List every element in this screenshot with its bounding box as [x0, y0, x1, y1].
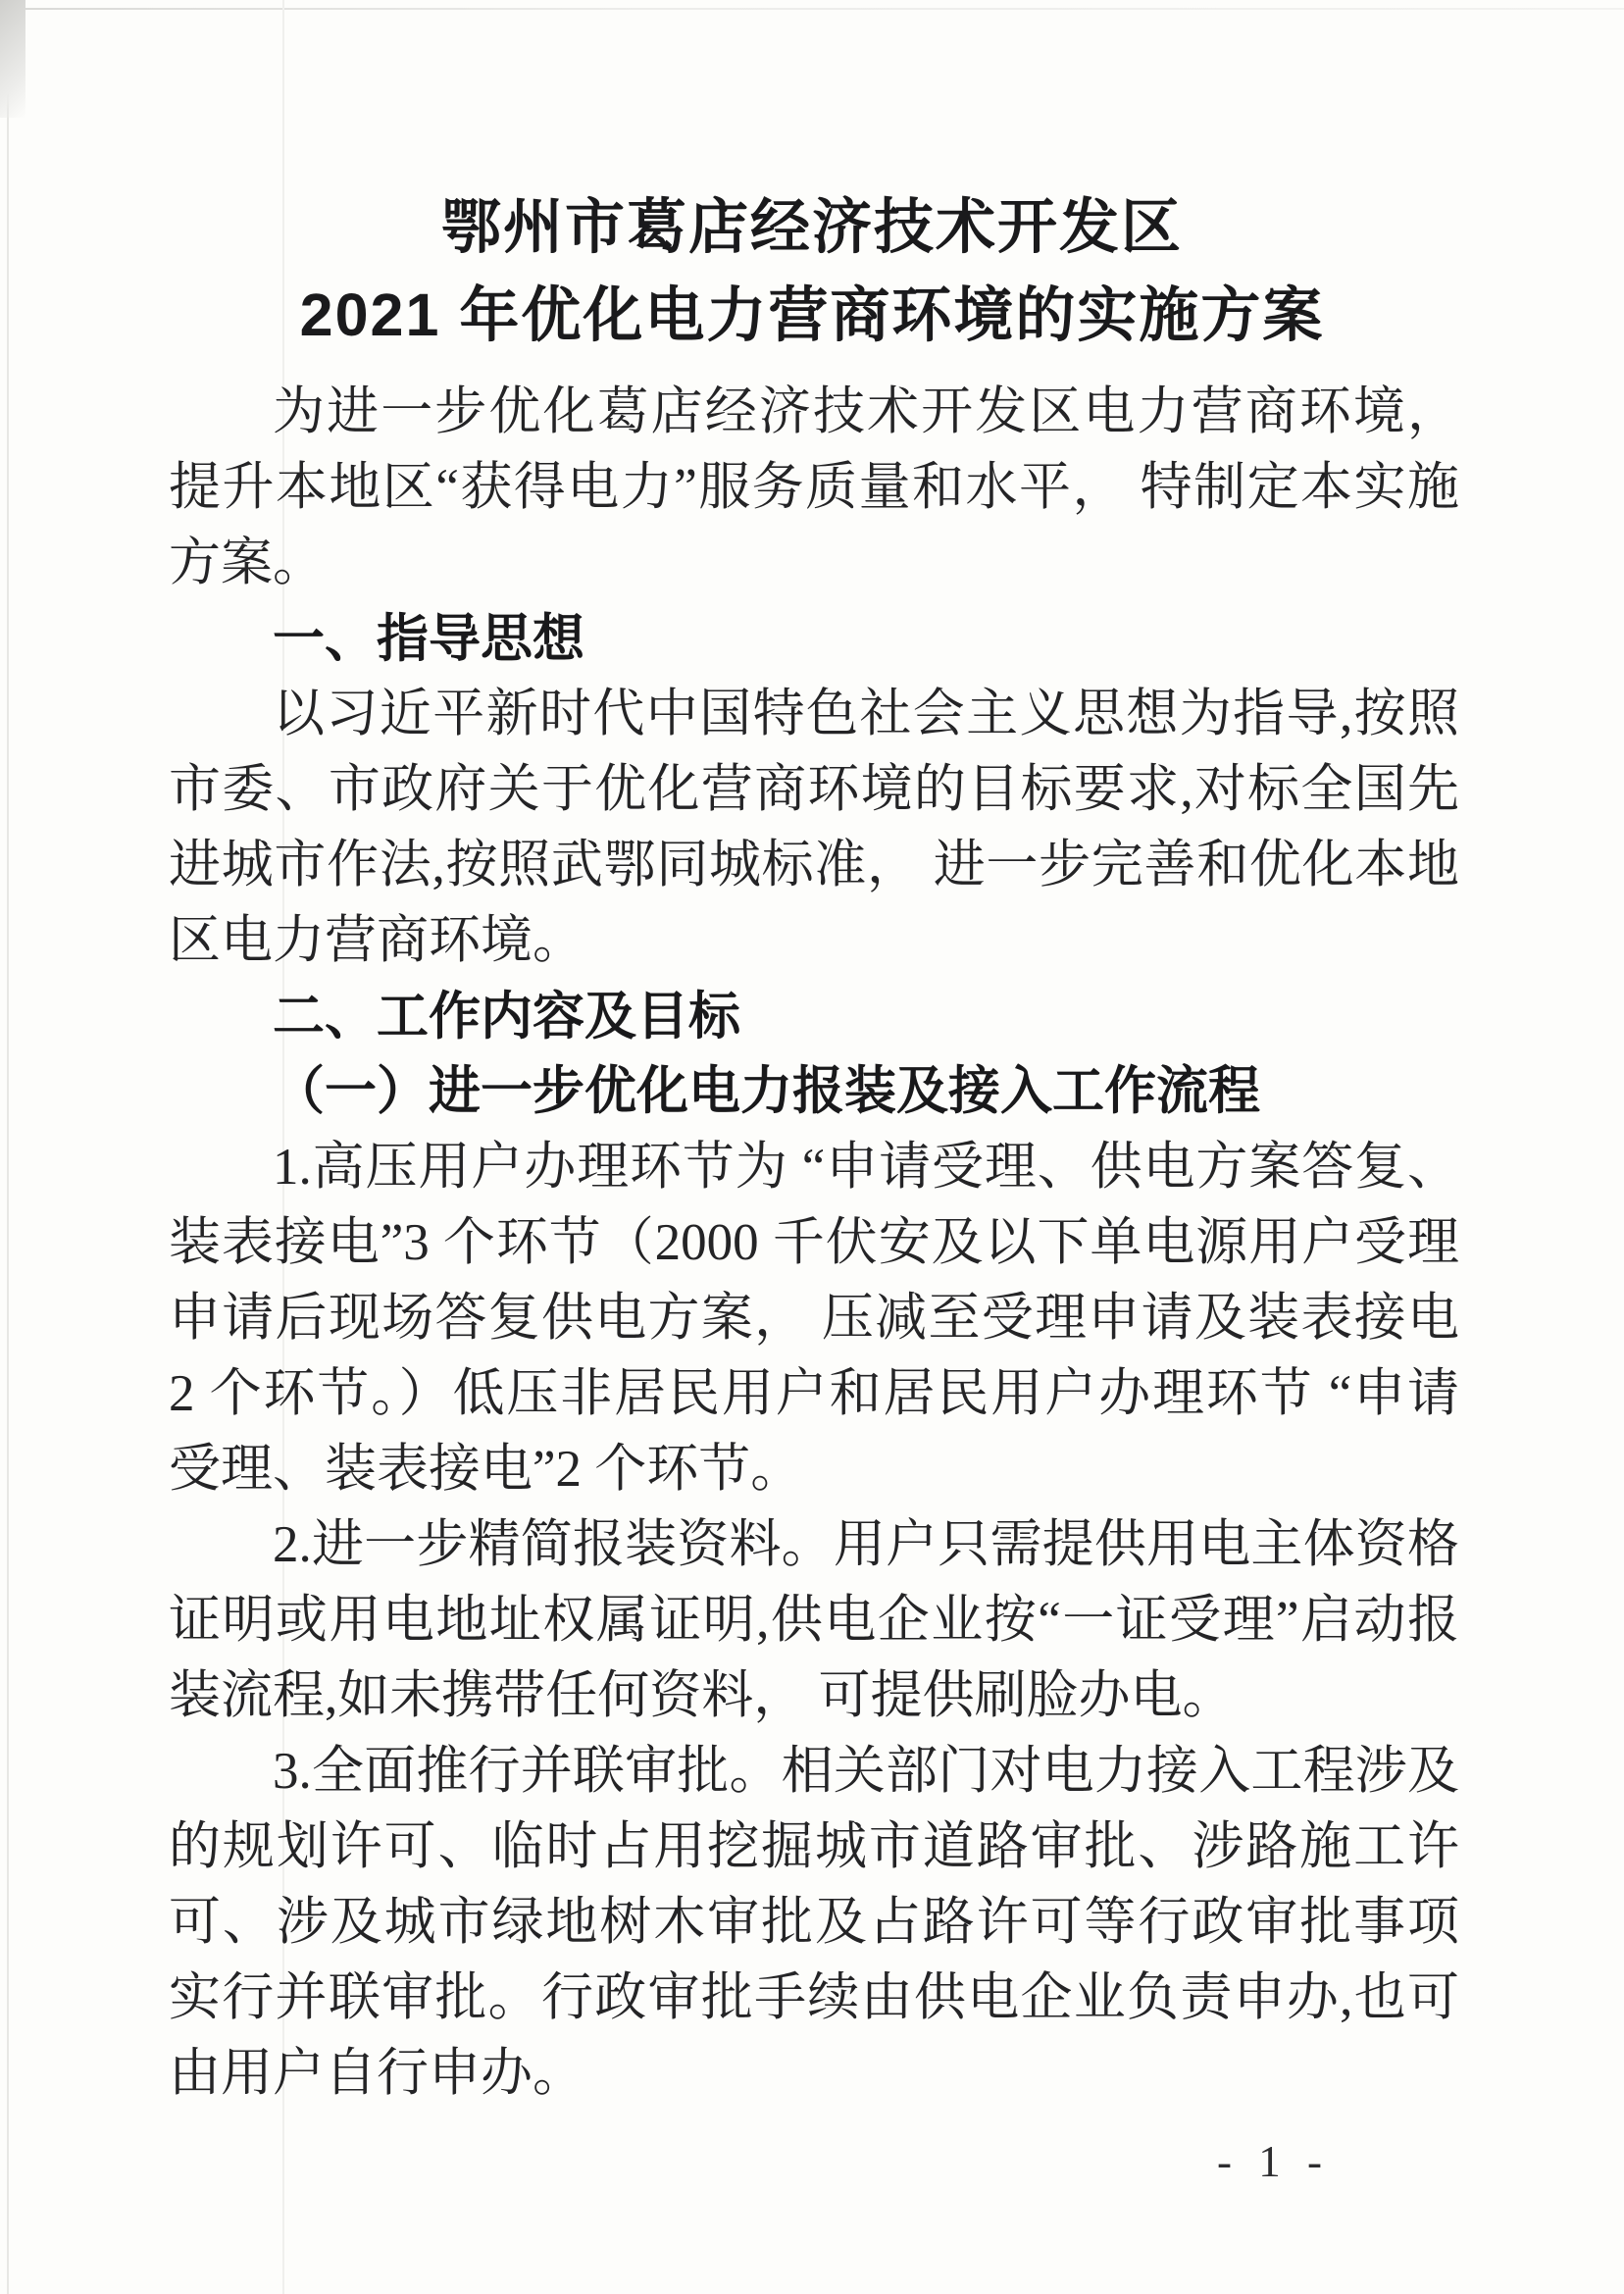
paragraph: 以习近平新时代中国特色社会主义思想为指导,按照市委、市政府关于优化营商环境的目标要求,对标全国先进城市作法,按照武鄂同城标准， 进一步完善和优化本地区电力营商环境。: [169, 686, 1459, 969]
page-number: - 1 -: [1217, 2137, 1330, 2186]
document-title-line2: 2021 年优化电力营商环境的实施方案: [299, 281, 1325, 348]
paragraph: 2.进一步精简报装资料。用户只需提供用电主体资格证明或用电地址权属证明,供电企业按“一证受理”启动报装流程,如未携带任何资料， 可提供刷脸办电。: [169, 1516, 1459, 1724]
heading: 二、工作内容及目标: [273, 988, 740, 1045]
document-title-line1: 鄂州市葛店经济技术开发区: [440, 193, 1183, 260]
paragraph: 为进一步优化葛店经济技术开发区电力营商环境， 提升本地区“获得电力”服务质量和水平， 特制定本实施方案。: [169, 383, 1459, 591]
paragraph: 3.全面推行并联审批。相关部门对电力接入工程涉及的规划许可、临时占用挖掘城市道路审批、涉路施工许可、涉及城市绿地树木审批及占路许可等行政审批事项实行并联审批。行政审批手续由供电企业负责申办,也可由用户自行申办。: [169, 1743, 1459, 2102]
heading: 一、指导思想: [273, 610, 584, 668]
paragraph: 1.高压用户办理环节为 “申请受理、供电方案答复、装表接电”3 个环节（2000 千伏安及以下单电源用户受理申请后现场答复供电方案， 压减至受理申请及装表接电 2 个环节。）低压非居民用户和居民用户办理环节 “申请受理、装表接电”2 个环节。: [169, 1139, 1459, 1498]
scan-corner-artifact: [0, 0, 25, 118]
document-body: [169, 375, 1459, 2112]
subheading: （一）进一步优化电力报装及接入工作流程: [273, 1063, 1260, 1120]
document-title: [0, 182, 1624, 359]
scan-top-edge-artifact: [0, 8, 1624, 10]
